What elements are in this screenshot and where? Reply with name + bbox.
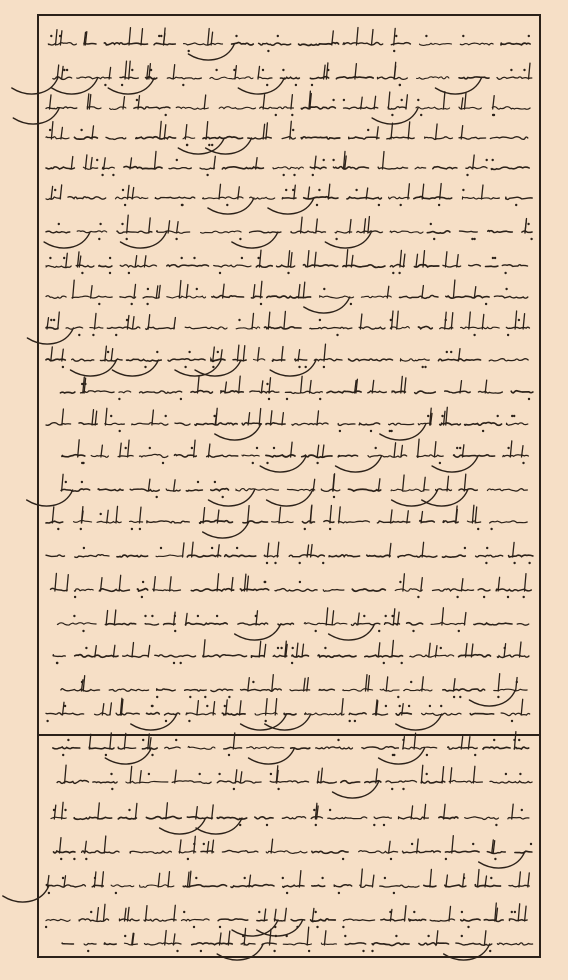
main-text-line (53, 640, 529, 664)
lower-text-line (62, 927, 533, 960)
lower-text-line (3, 869, 529, 902)
main-text-line (27, 474, 528, 506)
main-text-line (46, 542, 533, 564)
main-text-line (57, 608, 528, 640)
lower-text-line (51, 802, 529, 834)
main-text-line (46, 250, 528, 274)
main-text-line (46, 505, 527, 538)
lower-text-line (54, 836, 533, 868)
main-text-line (48, 28, 530, 60)
main-text-line (51, 573, 532, 598)
lower-text-line (57, 765, 532, 798)
main-text-line (46, 121, 528, 154)
main-text-line (46, 280, 528, 313)
lower-text-line (45, 903, 527, 936)
main-text-line (13, 91, 530, 124)
main-text-line (46, 184, 532, 214)
main-text-line (46, 698, 530, 730)
main-text-line (61, 674, 527, 706)
main-text-line (60, 376, 533, 400)
main-text-line (46, 344, 528, 376)
main-text-line (46, 151, 529, 176)
main-text-line (62, 439, 529, 472)
lower-text-line (53, 732, 529, 764)
main-text-line (27, 311, 529, 344)
main-text-line (44, 215, 533, 248)
main-text-line (46, 407, 528, 440)
main-text-line (12, 61, 532, 94)
